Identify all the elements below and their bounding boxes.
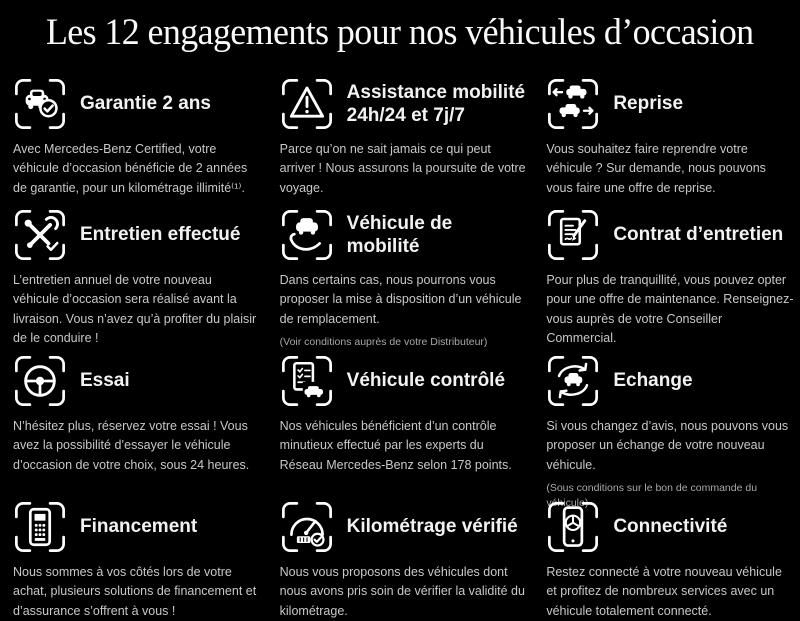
cell-head	[13, 77, 261, 131]
engagement-cell-reprise	[533, 64, 800, 195]
cell-head	[13, 500, 261, 554]
engagement-cell-controle	[267, 341, 534, 487]
cell-head	[546, 208, 794, 262]
engagement-cell-assistance	[267, 64, 534, 195]
cell-head	[280, 77, 528, 131]
checklist-car-icon	[280, 354, 334, 408]
engagement-title: Véhicule contrôlé	[346, 370, 506, 392]
engagement-description: Avec Mercedes-Benz Certified, votre véhicule d’occasion bénéficie de 2 années de garantie, pour un kilométrage illimité⁽¹⁾.	[13, 142, 248, 195]
engagement-description: Si vous changez d’avis, nous pouvons vous proposer un échange de votre nouveau véhicule.	[546, 419, 789, 472]
page-title: Les 12 engagements pour nos véhicules d’occasion	[46, 11, 754, 53]
engagement-title: Essai	[80, 370, 130, 392]
cell-head	[280, 354, 528, 408]
engagement-title: Entretien effectué	[80, 224, 241, 246]
engagement-cell-entretien	[0, 195, 267, 346]
engagement-title: Contrat d’entretien	[613, 224, 784, 246]
engagement-cell-financement	[0, 487, 267, 621]
page-header	[0, 0, 800, 64]
trade-in-cars-icon	[546, 77, 600, 131]
engagement-description: Nos véhicules bénéficient d’un contrôle minutieux effectué par les experts du Réseau Mercedes-Benz selon 178 points.	[279, 419, 512, 472]
engagement-description: Restez connecté à votre nouveau véhicule et profitez de nombreux services avec un véhicule totalement connecté.	[546, 565, 782, 618]
cell-head	[546, 354, 794, 408]
cell-head	[280, 500, 528, 554]
warning-triangle-icon	[280, 77, 334, 131]
cell-head	[546, 500, 794, 554]
crossed-tools-icon	[13, 208, 67, 262]
engagement-description: Parce qu’on ne sait jamais ce qui peut arriver ! Nous assurons la poursuite de votre voyage.	[279, 142, 526, 195]
engagement-title: Garantie 2 ans	[80, 93, 211, 115]
engagement-title: Financement	[80, 516, 198, 538]
engagement-note: (Sous conditions sur le bon de commande du véhicule)	[546, 482, 758, 509]
engagement-cell-essai	[0, 341, 267, 487]
engagement-description: Pour plus de tranquillité, vous pouvez opter pour une offre de maintenance. Renseignez-vous auprès de votre Conseiller Commercial.	[546, 273, 794, 346]
engagement-description: Vous souhaitez faire reprendre votre véhicule ? Sur demande, nous pouvons vous faire une offre de reprise.	[546, 142, 766, 195]
cell-head	[546, 77, 794, 131]
cell-head	[13, 208, 261, 262]
engagement-cell-connectivite	[533, 487, 800, 621]
engagement-title: Connectivité	[613, 516, 728, 538]
engagement-description: L’entretien annuel de votre nouveau véhicule d’occasion sera réalisé avant la livraison. Vous n’avez qu’à profiter du plaisir de le conduire !	[13, 273, 257, 346]
engagements-grid	[0, 64, 800, 621]
speedometer-check-icon	[280, 500, 334, 554]
engagement-cell-echange	[533, 341, 800, 509]
engagement-description: Nous vous proposons des véhicules dont nous avons pris soin de vérifier la validité du kilométrage.	[279, 565, 525, 618]
engagement-description: N’hésitez plus, réservez votre essai ! Vous avez la possibilité d’essayer le véhicule d’occasion de votre choix, sous 24 heures.	[13, 419, 250, 472]
steering-wheel-icon	[13, 354, 67, 408]
engagement-note: (Voir conditions auprès de votre Distributeur)	[279, 336, 488, 349]
engagement-title: Véhicule de mobilité	[346, 212, 453, 257]
car-exchange-icon	[546, 354, 600, 408]
engagement-title: Kilométrage vérifié	[346, 516, 518, 538]
engagement-cell-mobilite	[267, 195, 534, 349]
contract-pen-icon	[546, 208, 600, 262]
car-on-hand-icon	[280, 208, 334, 262]
engagement-title: Assistance mobilité 24h/24 et 7j/7	[346, 81, 526, 126]
engagement-description: Nous sommes à vos côtés lors de votre achat, plusieurs solutions de financement et d’assurance s’offrent à vous !	[13, 565, 257, 618]
engagement-title: Echange	[613, 370, 693, 392]
calculator-icon	[13, 500, 67, 554]
engagement-cell-garantie	[0, 64, 267, 195]
cell-head	[280, 208, 528, 262]
engagement-description: Dans certains cas, nous pourrons vous proposer la mise à disposition d’un véhicule de remplacement.	[279, 273, 522, 326]
phone-star-icon	[546, 500, 600, 554]
cell-head	[13, 354, 261, 408]
engagement-title: Reprise	[613, 93, 684, 115]
engagement-cell-contrat	[533, 195, 800, 346]
engagement-cell-kilometrage	[267, 487, 534, 621]
car-check-icon	[13, 77, 67, 131]
